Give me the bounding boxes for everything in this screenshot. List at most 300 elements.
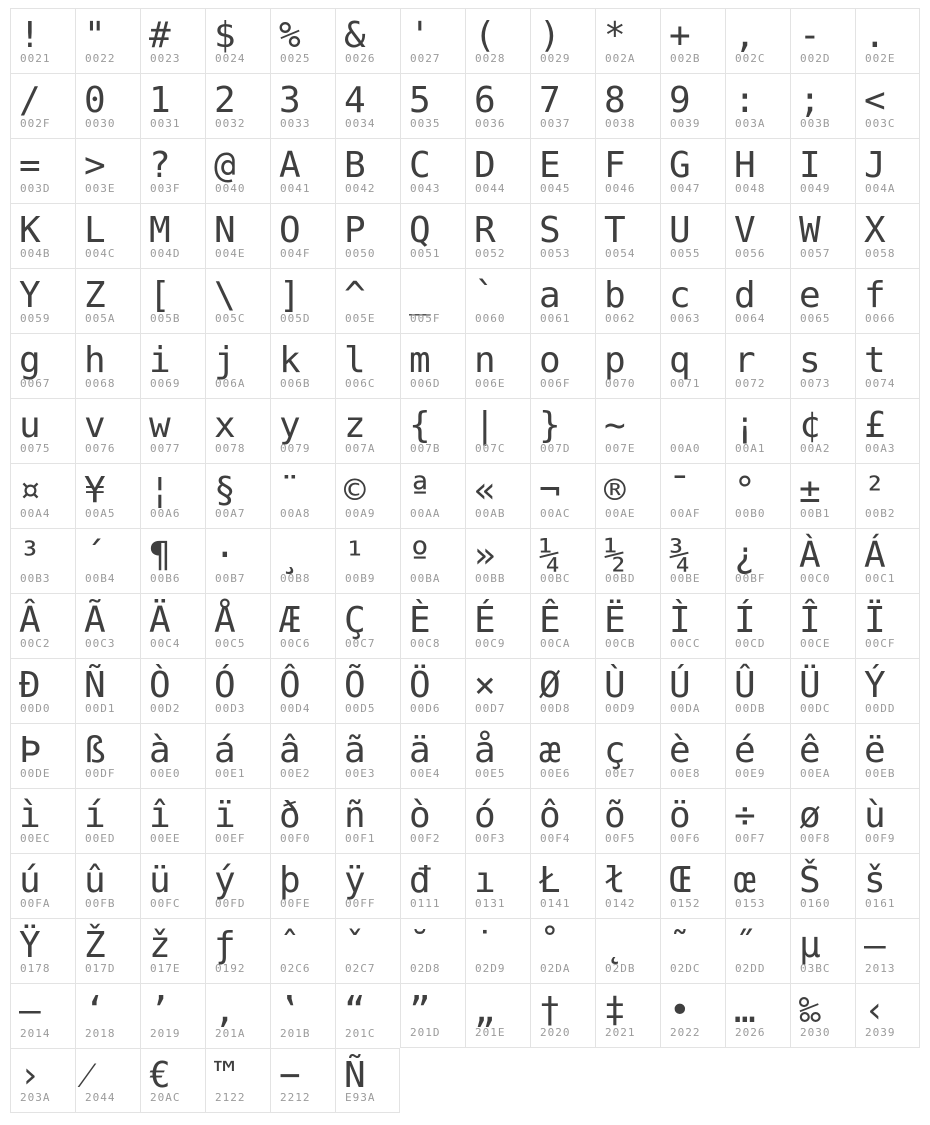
glyph-code: 00FB bbox=[85, 897, 116, 910]
glyph-cell[interactable] bbox=[790, 333, 855, 398]
glyph-cell[interactable] bbox=[660, 398, 725, 463]
glyph-cell[interactable] bbox=[140, 73, 205, 138]
glyph-cell[interactable] bbox=[10, 593, 75, 658]
glyph-cell[interactable] bbox=[335, 268, 400, 333]
glyph-cell[interactable] bbox=[855, 73, 920, 138]
glyph-cell[interactable] bbox=[465, 918, 530, 983]
glyph-cell[interactable] bbox=[530, 788, 595, 853]
glyph-cell[interactable] bbox=[205, 593, 270, 658]
glyph-cell[interactable] bbox=[335, 333, 400, 398]
glyph-cell[interactable] bbox=[10, 268, 75, 333]
glyph-cell[interactable] bbox=[400, 528, 465, 593]
glyph-cell[interactable] bbox=[660, 853, 725, 918]
glyph-cell[interactable] bbox=[75, 8, 140, 73]
glyph-cell[interactable] bbox=[530, 983, 595, 1048]
glyph-cell[interactable] bbox=[855, 983, 920, 1048]
glyph-character: Â bbox=[19, 600, 41, 641]
glyph-cell[interactable] bbox=[335, 73, 400, 138]
glyph-cell[interactable] bbox=[400, 723, 465, 788]
glyph-cell[interactable] bbox=[400, 73, 465, 138]
glyph-cell[interactable] bbox=[140, 788, 205, 853]
glyph-cell[interactable] bbox=[465, 73, 530, 138]
glyph-cell[interactable] bbox=[270, 203, 335, 268]
glyph-cell[interactable] bbox=[400, 8, 465, 73]
glyph-cell[interactable] bbox=[790, 723, 855, 788]
glyph-cell[interactable] bbox=[270, 1048, 335, 1113]
glyph-code: 00CD bbox=[735, 637, 766, 650]
glyph-code: 00D1 bbox=[85, 702, 116, 715]
glyph-cell[interactable] bbox=[140, 983, 205, 1048]
glyph-cell[interactable] bbox=[660, 918, 725, 983]
glyph-cell[interactable] bbox=[75, 333, 140, 398]
glyph-cell[interactable] bbox=[595, 333, 660, 398]
glyph-cell[interactable] bbox=[855, 463, 920, 528]
glyph-cell[interactable] bbox=[465, 268, 530, 333]
glyph-cell[interactable] bbox=[400, 398, 465, 463]
glyph-cell[interactable] bbox=[10, 853, 75, 918]
glyph-cell[interactable] bbox=[855, 203, 920, 268]
glyph-character: V bbox=[734, 210, 756, 251]
glyph-cell[interactable] bbox=[465, 8, 530, 73]
glyph-cell[interactable] bbox=[790, 528, 855, 593]
glyph-code: 006D bbox=[410, 377, 441, 390]
glyph-character: o bbox=[539, 340, 561, 381]
glyph-cell[interactable] bbox=[855, 8, 920, 73]
glyph-cell[interactable] bbox=[790, 463, 855, 528]
glyph-cell[interactable] bbox=[530, 658, 595, 723]
glyph-cell[interactable] bbox=[530, 8, 595, 73]
glyph-code: 00EC bbox=[20, 832, 51, 845]
glyph-cell[interactable] bbox=[400, 983, 465, 1048]
glyph-cell[interactable] bbox=[855, 918, 920, 983]
glyph-cell[interactable] bbox=[335, 918, 400, 983]
glyph-cell[interactable] bbox=[270, 8, 335, 73]
glyph-cell[interactable] bbox=[75, 268, 140, 333]
glyph-cell[interactable] bbox=[75, 593, 140, 658]
glyph-character: ² bbox=[864, 470, 886, 511]
glyph-cell[interactable] bbox=[725, 8, 790, 73]
glyph-cell[interactable] bbox=[530, 463, 595, 528]
glyph-cell[interactable] bbox=[75, 463, 140, 528]
glyph-cell[interactable] bbox=[270, 593, 335, 658]
glyph-character: ù bbox=[864, 795, 886, 836]
glyph-cell[interactable] bbox=[530, 593, 595, 658]
glyph-cell[interactable] bbox=[530, 333, 595, 398]
glyph-cell[interactable] bbox=[595, 528, 660, 593]
glyph-cell[interactable] bbox=[790, 658, 855, 723]
glyph-character: Þ bbox=[19, 730, 41, 771]
glyph-cell[interactable] bbox=[75, 1048, 140, 1113]
glyph-character: ê bbox=[799, 730, 821, 771]
glyph-cell[interactable] bbox=[725, 398, 790, 463]
glyph-code: 0061 bbox=[540, 312, 571, 325]
glyph-cell[interactable] bbox=[75, 203, 140, 268]
glyph-cell[interactable] bbox=[400, 463, 465, 528]
glyph-code: 201D bbox=[410, 1026, 441, 1039]
glyph-character: G bbox=[669, 145, 691, 186]
glyph-cell[interactable] bbox=[75, 723, 140, 788]
glyph-cell[interactable] bbox=[10, 723, 75, 788]
glyph-character: T bbox=[604, 210, 626, 251]
glyph-grid bbox=[10, 8, 930, 1113]
glyph-character: r bbox=[734, 340, 756, 381]
glyph-cell[interactable] bbox=[140, 658, 205, 723]
glyph-character: Á bbox=[864, 535, 886, 576]
glyph-cell[interactable] bbox=[10, 398, 75, 463]
glyph-cell[interactable] bbox=[10, 528, 75, 593]
glyph-cell[interactable] bbox=[595, 723, 660, 788]
glyph-cell[interactable] bbox=[595, 8, 660, 73]
glyph-code: 00F9 bbox=[865, 832, 896, 845]
glyph-character: Z bbox=[84, 275, 106, 316]
glyph-cell[interactable] bbox=[855, 723, 920, 788]
glyph-code: 00D9 bbox=[605, 702, 636, 715]
glyph-cell[interactable] bbox=[75, 853, 140, 918]
glyph-cell[interactable] bbox=[270, 398, 335, 463]
glyph-cell[interactable] bbox=[400, 333, 465, 398]
glyph-cell[interactable] bbox=[595, 853, 660, 918]
glyph-cell[interactable] bbox=[270, 853, 335, 918]
glyph-cell[interactable] bbox=[140, 918, 205, 983]
glyph-cell[interactable] bbox=[530, 138, 595, 203]
glyph-character: ˜ bbox=[669, 925, 691, 966]
glyph-code: 00DF bbox=[85, 767, 116, 780]
glyph-code: 00A8 bbox=[280, 507, 311, 520]
glyph-cell[interactable] bbox=[595, 398, 660, 463]
glyph-cell[interactable] bbox=[855, 593, 920, 658]
glyph-code: 0025 bbox=[280, 52, 311, 65]
glyph-cell[interactable] bbox=[335, 788, 400, 853]
glyph-cell[interactable] bbox=[205, 918, 270, 983]
glyph-cell[interactable] bbox=[660, 203, 725, 268]
glyph-character: W bbox=[799, 210, 821, 251]
glyph-cell[interactable] bbox=[270, 463, 335, 528]
glyph-cell[interactable] bbox=[270, 788, 335, 853]
glyph-cell[interactable] bbox=[75, 73, 140, 138]
glyph-character: Ù bbox=[604, 665, 626, 706]
glyph-cell[interactable] bbox=[855, 333, 920, 398]
glyph-cell[interactable] bbox=[660, 528, 725, 593]
glyph-cell[interactable] bbox=[725, 593, 790, 658]
glyph-cell[interactable] bbox=[465, 983, 530, 1048]
glyph-cell[interactable] bbox=[140, 1048, 205, 1113]
glyph-code: 201C bbox=[345, 1027, 376, 1040]
glyph-cell[interactable] bbox=[790, 73, 855, 138]
glyph-cell[interactable] bbox=[595, 463, 660, 528]
glyph-cell[interactable] bbox=[10, 73, 75, 138]
glyph-code: 0026 bbox=[345, 52, 376, 65]
glyph-cell[interactable] bbox=[140, 853, 205, 918]
glyph-cell[interactable] bbox=[725, 658, 790, 723]
glyph-cell[interactable] bbox=[205, 788, 270, 853]
glyph-cell[interactable] bbox=[335, 528, 400, 593]
glyph-code: 2018 bbox=[85, 1027, 116, 1040]
glyph-cell[interactable] bbox=[660, 983, 725, 1048]
glyph-cell[interactable] bbox=[855, 398, 920, 463]
glyph-cell[interactable] bbox=[75, 658, 140, 723]
glyph-code: 0031 bbox=[150, 117, 181, 130]
glyph-cell[interactable] bbox=[10, 463, 75, 528]
glyph-cell[interactable] bbox=[660, 463, 725, 528]
glyph-cell[interactable] bbox=[335, 463, 400, 528]
glyph-cell[interactable] bbox=[790, 8, 855, 73]
glyph-cell[interactable] bbox=[465, 658, 530, 723]
glyph-cell[interactable] bbox=[660, 138, 725, 203]
glyph-cell[interactable] bbox=[465, 723, 530, 788]
glyph-cell[interactable] bbox=[205, 73, 270, 138]
glyph-code: 00F1 bbox=[345, 832, 376, 845]
glyph-cell[interactable] bbox=[790, 593, 855, 658]
glyph-cell[interactable] bbox=[10, 983, 75, 1048]
glyph-code: 0023 bbox=[150, 52, 181, 65]
glyph-cell[interactable] bbox=[660, 268, 725, 333]
glyph-cell[interactable] bbox=[205, 1048, 270, 1113]
glyph-code: 005D bbox=[280, 312, 311, 325]
glyph-cell[interactable] bbox=[400, 788, 465, 853]
glyph-cell[interactable] bbox=[725, 723, 790, 788]
glyph-cell[interactable] bbox=[10, 203, 75, 268]
glyph-cell[interactable] bbox=[205, 853, 270, 918]
glyph-character: | bbox=[474, 405, 496, 446]
glyph-cell[interactable] bbox=[270, 138, 335, 203]
glyph-character: [ bbox=[149, 275, 171, 316]
glyph-cell[interactable] bbox=[465, 463, 530, 528]
glyph-cell[interactable] bbox=[530, 203, 595, 268]
glyph-cell[interactable] bbox=[465, 593, 530, 658]
glyph-cell[interactable] bbox=[790, 138, 855, 203]
glyph-cell[interactable] bbox=[400, 268, 465, 333]
glyph-cell[interactable] bbox=[140, 528, 205, 593]
glyph-cell[interactable] bbox=[725, 333, 790, 398]
glyph-character: ` bbox=[474, 275, 496, 316]
glyph-cell[interactable] bbox=[790, 853, 855, 918]
glyph-cell[interactable] bbox=[335, 723, 400, 788]
glyph-cell[interactable] bbox=[530, 268, 595, 333]
glyph-cell[interactable] bbox=[595, 658, 660, 723]
glyph-cell[interactable] bbox=[140, 268, 205, 333]
glyph-cell[interactable] bbox=[140, 8, 205, 73]
glyph-cell[interactable] bbox=[595, 138, 660, 203]
glyph-cell[interactable] bbox=[790, 918, 855, 983]
glyph-cell[interactable] bbox=[595, 203, 660, 268]
glyph-cell[interactable] bbox=[10, 8, 75, 73]
glyph-code: 0153 bbox=[735, 897, 766, 910]
glyph-code: 0028 bbox=[475, 52, 506, 65]
glyph-cell[interactable] bbox=[725, 268, 790, 333]
glyph-cell[interactable] bbox=[855, 138, 920, 203]
glyph-cell[interactable] bbox=[725, 203, 790, 268]
glyph-cell[interactable] bbox=[530, 73, 595, 138]
glyph-cell[interactable] bbox=[75, 398, 140, 463]
glyph-cell[interactable] bbox=[725, 138, 790, 203]
glyph-cell[interactable] bbox=[660, 788, 725, 853]
glyph-cell[interactable] bbox=[465, 853, 530, 918]
glyph-character: Õ bbox=[344, 665, 366, 706]
glyph-cell[interactable] bbox=[790, 788, 855, 853]
glyph-cell[interactable] bbox=[465, 398, 530, 463]
glyph-code: 02DD bbox=[735, 962, 766, 975]
glyph-code: 2030 bbox=[800, 1026, 831, 1039]
glyph-cell[interactable] bbox=[725, 853, 790, 918]
glyph-cell[interactable] bbox=[335, 593, 400, 658]
glyph-cell[interactable] bbox=[725, 73, 790, 138]
glyph-cell[interactable] bbox=[595, 788, 660, 853]
glyph-cell[interactable] bbox=[205, 723, 270, 788]
glyph-cell[interactable] bbox=[270, 333, 335, 398]
glyph-cell[interactable] bbox=[335, 983, 400, 1048]
glyph-cell[interactable] bbox=[595, 593, 660, 658]
glyph-cell[interactable] bbox=[725, 788, 790, 853]
glyph-cell[interactable] bbox=[400, 593, 465, 658]
glyph-character: 3 bbox=[279, 80, 301, 121]
glyph-cell[interactable] bbox=[335, 398, 400, 463]
glyph-cell[interactable] bbox=[465, 203, 530, 268]
glyph-cell[interactable] bbox=[10, 788, 75, 853]
glyph-cell[interactable] bbox=[140, 593, 205, 658]
glyph-code: 006C bbox=[345, 377, 376, 390]
glyph-cell[interactable] bbox=[660, 658, 725, 723]
glyph-cell[interactable] bbox=[660, 73, 725, 138]
glyph-code: 00EA bbox=[800, 767, 831, 780]
glyph-cell[interactable] bbox=[855, 788, 920, 853]
glyph-character: ´ bbox=[84, 535, 106, 576]
glyph-cell[interactable] bbox=[205, 138, 270, 203]
glyph-character: c bbox=[669, 275, 691, 316]
glyph-character: q bbox=[669, 340, 691, 381]
glyph-code: 0064 bbox=[735, 312, 766, 325]
glyph-cell[interactable] bbox=[10, 333, 75, 398]
glyph-character: v bbox=[84, 405, 106, 446]
glyph-cell[interactable] bbox=[335, 1048, 400, 1113]
glyph-character: ¾ bbox=[669, 535, 691, 576]
glyph-cell[interactable] bbox=[205, 8, 270, 73]
glyph-cell[interactable] bbox=[205, 268, 270, 333]
glyph-code: 007D bbox=[540, 442, 571, 455]
glyph-cell[interactable] bbox=[725, 528, 790, 593]
glyph-cell[interactable] bbox=[140, 138, 205, 203]
glyph-cell[interactable] bbox=[75, 528, 140, 593]
glyph-cell[interactable] bbox=[335, 658, 400, 723]
glyph-cell[interactable] bbox=[790, 983, 855, 1048]
glyph-cell[interactable] bbox=[270, 73, 335, 138]
glyph-cell[interactable] bbox=[270, 723, 335, 788]
glyph-cell[interactable] bbox=[270, 528, 335, 593]
glyph-cell[interactable] bbox=[205, 983, 270, 1048]
glyph-character: ô bbox=[539, 795, 561, 836]
glyph-cell[interactable] bbox=[205, 658, 270, 723]
glyph-character: ® bbox=[604, 470, 626, 511]
glyph-cell[interactable] bbox=[725, 983, 790, 1048]
glyph-character: μ bbox=[799, 925, 821, 966]
glyph-cell[interactable] bbox=[400, 203, 465, 268]
glyph-cell[interactable] bbox=[140, 463, 205, 528]
glyph-cell[interactable] bbox=[725, 918, 790, 983]
glyph-cell[interactable] bbox=[205, 463, 270, 528]
glyph-cell[interactable] bbox=[400, 138, 465, 203]
glyph-cell[interactable] bbox=[530, 398, 595, 463]
glyph-cell[interactable] bbox=[530, 528, 595, 593]
glyph-cell[interactable] bbox=[595, 268, 660, 333]
glyph-cell[interactable] bbox=[75, 138, 140, 203]
glyph-cell[interactable] bbox=[530, 853, 595, 918]
glyph-cell[interactable] bbox=[10, 918, 75, 983]
glyph-cell[interactable] bbox=[205, 203, 270, 268]
glyph-cell[interactable] bbox=[75, 983, 140, 1048]
glyph-code: 007B bbox=[410, 442, 441, 455]
glyph-cell[interactable] bbox=[790, 268, 855, 333]
glyph-cell[interactable] bbox=[790, 398, 855, 463]
glyph-cell[interactable] bbox=[140, 333, 205, 398]
glyph-cell[interactable] bbox=[335, 853, 400, 918]
glyph-cell[interactable] bbox=[595, 983, 660, 1048]
glyph-cell[interactable] bbox=[660, 593, 725, 658]
glyph-cell[interactable] bbox=[140, 398, 205, 463]
glyph-cell[interactable] bbox=[595, 918, 660, 983]
glyph-character: à bbox=[149, 730, 171, 771]
glyph-cell[interactable] bbox=[790, 203, 855, 268]
glyph-code: 2212 bbox=[280, 1091, 311, 1104]
glyph-cell[interactable] bbox=[270, 268, 335, 333]
glyph-code: 005A bbox=[85, 312, 116, 325]
glyph-cell[interactable] bbox=[530, 918, 595, 983]
glyph-cell[interactable] bbox=[465, 138, 530, 203]
glyph-cell[interactable] bbox=[400, 853, 465, 918]
glyph-code: 00B7 bbox=[215, 572, 246, 585]
glyph-cell[interactable] bbox=[205, 333, 270, 398]
glyph-code: 0039 bbox=[670, 117, 701, 130]
glyph-cell[interactable] bbox=[10, 1048, 75, 1113]
glyph-cell[interactable] bbox=[465, 333, 530, 398]
glyph-cell[interactable] bbox=[595, 73, 660, 138]
glyph-cell[interactable] bbox=[75, 788, 140, 853]
glyph-cell[interactable] bbox=[270, 658, 335, 723]
glyph-cell[interactable] bbox=[10, 138, 75, 203]
glyph-cell[interactable] bbox=[140, 723, 205, 788]
glyph-cell[interactable] bbox=[530, 723, 595, 788]
glyph-character: g bbox=[19, 340, 41, 381]
glyph-cell[interactable] bbox=[855, 528, 920, 593]
glyph-cell[interactable] bbox=[855, 268, 920, 333]
glyph-cell[interactable] bbox=[205, 528, 270, 593]
glyph-cell[interactable] bbox=[400, 658, 465, 723]
glyph-code: 203A bbox=[20, 1091, 51, 1104]
glyph-code: 004F bbox=[280, 247, 311, 260]
glyph-cell[interactable] bbox=[400, 918, 465, 983]
glyph-code: 00E7 bbox=[605, 767, 636, 780]
glyph-character: † bbox=[539, 990, 561, 1031]
glyph-cell[interactable] bbox=[465, 528, 530, 593]
glyph-cell[interactable] bbox=[855, 853, 920, 918]
glyph-cell[interactable] bbox=[465, 788, 530, 853]
glyph-character: Ø bbox=[539, 665, 561, 706]
glyph-cell[interactable] bbox=[10, 658, 75, 723]
glyph-cell[interactable] bbox=[270, 918, 335, 983]
glyph-cell[interactable] bbox=[660, 723, 725, 788]
glyph-cell[interactable] bbox=[660, 8, 725, 73]
glyph-cell[interactable] bbox=[140, 203, 205, 268]
glyph-character: 9 bbox=[669, 80, 691, 121]
glyph-cell[interactable] bbox=[205, 398, 270, 463]
glyph-cell[interactable] bbox=[660, 333, 725, 398]
glyph-cell[interactable] bbox=[335, 8, 400, 73]
glyph-cell[interactable] bbox=[725, 463, 790, 528]
glyph-cell[interactable] bbox=[335, 203, 400, 268]
glyph-character: } bbox=[539, 405, 561, 446]
glyph-cell[interactable] bbox=[270, 983, 335, 1048]
glyph-cell[interactable] bbox=[75, 918, 140, 983]
glyph-cell[interactable] bbox=[855, 658, 920, 723]
glyph-cell[interactable] bbox=[335, 138, 400, 203]
